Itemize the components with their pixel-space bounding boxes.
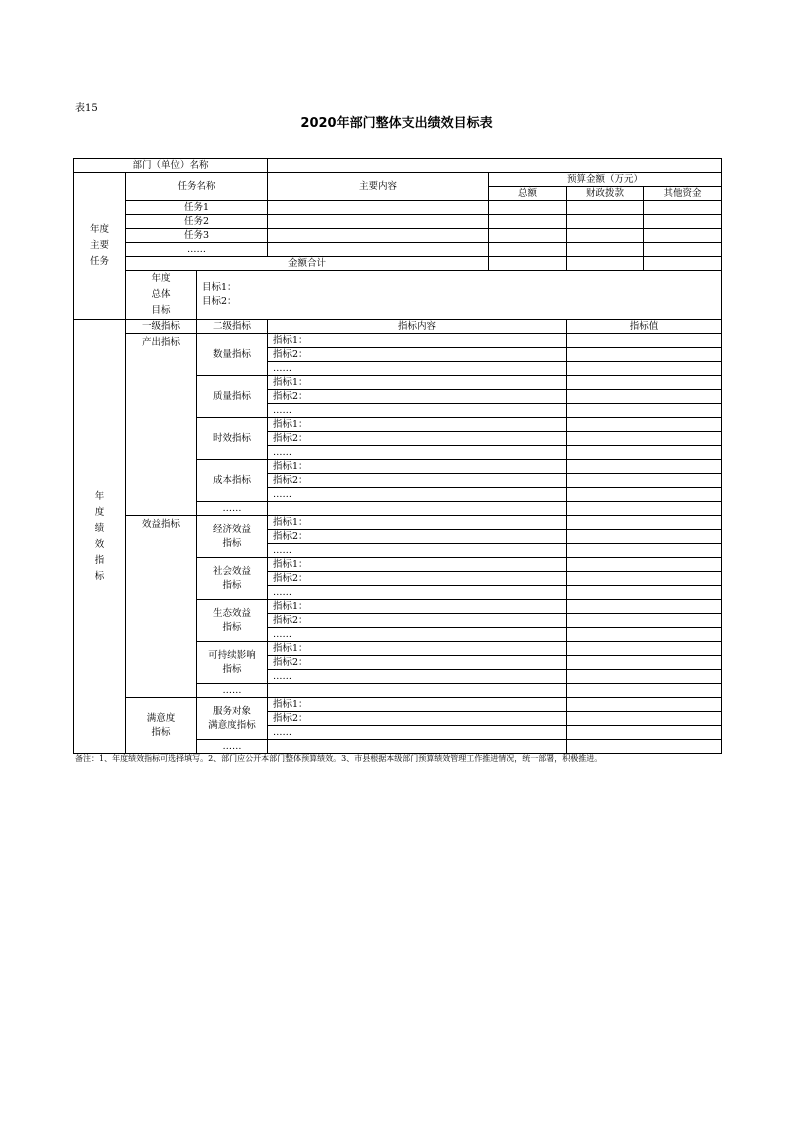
dept-name-value[interactable] <box>268 159 722 173</box>
indicator-value-cell[interactable] <box>567 572 722 586</box>
task-input-cell[interactable] <box>268 215 489 229</box>
task-input-cell[interactable] <box>567 229 644 243</box>
indicator-content-cell[interactable]: 指标2： <box>268 390 567 404</box>
indicator-value-cell[interactable] <box>567 348 722 362</box>
col-fiscal: 财政拨款 <box>567 187 644 201</box>
table-row <box>74 229 722 243</box>
task-input-cell[interactable] <box>268 201 489 215</box>
indicator-value-cell[interactable] <box>567 474 722 488</box>
task-input-cell[interactable] <box>567 243 644 257</box>
col-total: 总额 <box>489 187 567 201</box>
col-other-funds: 其他资金 <box>644 187 722 201</box>
perf-side-label: 年 度 绩 效 指 标 <box>74 320 126 754</box>
indicator-content-cell[interactable]: 指标2： <box>268 656 567 670</box>
indicator-content-cell[interactable]: 指标2： <box>268 572 567 586</box>
goals-content[interactable]: 目标1： 目标2： <box>197 271 722 320</box>
task-input-cell[interactable] <box>567 215 644 229</box>
indicator-value-cell[interactable] <box>567 600 722 614</box>
level1-indicator: 满意度 指标 <box>126 698 197 754</box>
level2-indicator: 社会效益 指标 <box>197 558 268 600</box>
task-input-cell[interactable] <box>489 243 567 257</box>
indicator-content-cell[interactable]: …… <box>268 488 567 502</box>
table-row <box>74 271 722 320</box>
indicator-content-cell[interactable]: …… <box>268 628 567 642</box>
task-name-cell: 任务3 <box>126 229 268 243</box>
level2-indicator: 数量指标 <box>197 334 268 376</box>
table-row <box>74 257 722 271</box>
indicator-content-cell[interactable]: …… <box>268 670 567 684</box>
level2-indicator: 可持续影响 指标 <box>197 642 268 684</box>
indicator-value-cell[interactable] <box>567 460 722 474</box>
indicator-content-cell[interactable]: 指标2： <box>268 348 567 362</box>
table-row <box>74 320 722 334</box>
task-input-cell[interactable] <box>268 229 489 243</box>
task-input-cell[interactable] <box>567 201 644 215</box>
indicator-content-cell[interactable]: 指标2： <box>268 530 567 544</box>
indicator-value-cell[interactable] <box>567 488 722 502</box>
level2-indicator: 质量指标 <box>197 376 268 418</box>
task-name-cell: 任务1 <box>126 201 268 215</box>
indicator-value-cell[interactable] <box>567 642 722 656</box>
amount-total-cell[interactable] <box>644 257 722 271</box>
indicator-value-cell[interactable] <box>567 740 722 754</box>
indicator-value-cell[interactable] <box>567 726 722 740</box>
indicator-value-cell[interactable] <box>567 670 722 684</box>
indicator-content-cell[interactable]: 指标2： <box>268 614 567 628</box>
level2-more: …… <box>197 740 268 754</box>
task-input-cell[interactable] <box>644 201 722 215</box>
table-row <box>74 173 722 187</box>
indicator-content-cell[interactable]: 指标1： <box>268 418 567 432</box>
col-level2: 二级指标 <box>197 320 268 334</box>
indicator-content-cell[interactable]: 指标1： <box>268 516 567 530</box>
indicator-value-cell[interactable] <box>567 656 722 670</box>
table-row <box>74 243 722 257</box>
indicator-content-cell[interactable]: 指标2： <box>268 474 567 488</box>
task-input-cell[interactable] <box>268 243 489 257</box>
page-title: 2020年部门整体支出绩效目标表 <box>300 116 493 131</box>
indicator-content-cell[interactable]: …… <box>268 446 567 460</box>
level1-indicator: 效益指标 <box>126 516 197 698</box>
task-input-cell[interactable] <box>489 201 567 215</box>
performance-target-table <box>73 158 722 754</box>
indicator-value-cell[interactable] <box>567 586 722 600</box>
indicator-content-cell[interactable] <box>268 740 567 754</box>
indicator-value-cell[interactable] <box>567 628 722 642</box>
table-row <box>74 159 722 173</box>
level2-more: …… <box>197 502 268 516</box>
indicator-value-cell[interactable] <box>567 418 722 432</box>
col-main-content: 主要内容 <box>268 173 489 201</box>
indicator-content-cell[interactable]: 指标1： <box>268 698 567 712</box>
amount-total-label: 金额合计 <box>126 257 489 271</box>
indicator-value-cell[interactable] <box>567 362 722 376</box>
indicator-value-cell[interactable] <box>567 516 722 530</box>
col-task-name: 任务名称 <box>126 173 268 201</box>
goals-side-label: 年度 总体 目标 <box>126 271 197 320</box>
indicator-value-cell[interactable] <box>567 390 722 404</box>
col-indicator-value: 指标值 <box>567 320 722 334</box>
indicator-content-cell[interactable]: 指标1： <box>268 460 567 474</box>
indicator-value-cell[interactable] <box>567 558 722 572</box>
dept-name-label: 部门（单位）名称 <box>74 159 268 173</box>
indicator-content-cell[interactable]: 指标1： <box>268 642 567 656</box>
table-row <box>74 698 722 712</box>
indicator-content-cell[interactable]: 指标1： <box>268 334 567 348</box>
task-input-cell[interactable] <box>489 229 567 243</box>
level2-more: …… <box>197 684 268 698</box>
task-name-cell: 任务2 <box>126 215 268 229</box>
table-number: 表15 <box>75 103 98 114</box>
indicator-content-cell[interactable]: 指标2： <box>268 432 567 446</box>
indicator-value-cell[interactable] <box>567 530 722 544</box>
indicator-value-cell[interactable] <box>567 502 722 516</box>
col-indicator-content: 指标内容 <box>268 320 567 334</box>
indicator-value-cell[interactable] <box>567 376 722 390</box>
level2-indicator: 生态效益 指标 <box>197 600 268 642</box>
indicator-content-cell[interactable] <box>268 502 567 516</box>
col-level1: 一级指标 <box>126 320 197 334</box>
task-input-cell[interactable] <box>644 215 722 229</box>
indicator-value-cell[interactable] <box>567 432 722 446</box>
table-row <box>74 201 722 215</box>
indicator-value-cell[interactable] <box>567 684 722 698</box>
level1-indicator: 产出指标 <box>126 334 197 516</box>
indicator-content-cell[interactable]: 指标2： <box>268 712 567 726</box>
indicator-value-cell[interactable] <box>567 334 722 348</box>
task-input-cell[interactable] <box>644 243 722 257</box>
table-row <box>74 334 722 348</box>
indicator-content-cell[interactable]: …… <box>268 404 567 418</box>
indicator-content-cell[interactable]: …… <box>268 362 567 376</box>
level2-indicator: 成本指标 <box>197 460 268 502</box>
indicator-content-cell[interactable]: 指标1： <box>268 558 567 572</box>
amount-total-cell[interactable] <box>489 257 567 271</box>
tasks-side-label: 年度 主要 任务 <box>74 173 126 320</box>
indicator-content-cell[interactable]: 指标1： <box>268 376 567 390</box>
indicator-value-cell[interactable] <box>567 712 722 726</box>
indicator-content-cell[interactable] <box>268 684 567 698</box>
indicator-value-cell[interactable] <box>567 404 722 418</box>
footnote: 备注：1、年度绩效指标可选择填写。2、部门应公开本部门整体预算绩效。3、市县根据本级部门预算绩效管理工作推进情况，统一部署，积极推进。 <box>75 754 603 763</box>
indicator-content-cell[interactable]: …… <box>268 586 567 600</box>
indicator-content-cell[interactable]: …… <box>268 544 567 558</box>
indicator-value-cell[interactable] <box>567 544 722 558</box>
amount-total-cell[interactable] <box>567 257 644 271</box>
task-input-cell[interactable] <box>489 215 567 229</box>
task-input-cell[interactable] <box>644 229 722 243</box>
table-row <box>74 215 722 229</box>
table-row <box>74 516 722 530</box>
col-budget-header: 预算金额（万元） <box>489 173 722 187</box>
level2-indicator: 时效指标 <box>197 418 268 460</box>
indicator-value-cell[interactable] <box>567 698 722 712</box>
indicator-value-cell[interactable] <box>567 614 722 628</box>
level2-indicator: 经济效益 指标 <box>197 516 268 558</box>
indicator-content-cell[interactable]: …… <box>268 726 567 740</box>
indicator-value-cell[interactable] <box>567 446 722 460</box>
task-name-cell: …… <box>126 243 268 257</box>
indicator-content-cell[interactable]: 指标1： <box>268 600 567 614</box>
level2-indicator: 服务对象 满意度指标 <box>197 698 268 740</box>
